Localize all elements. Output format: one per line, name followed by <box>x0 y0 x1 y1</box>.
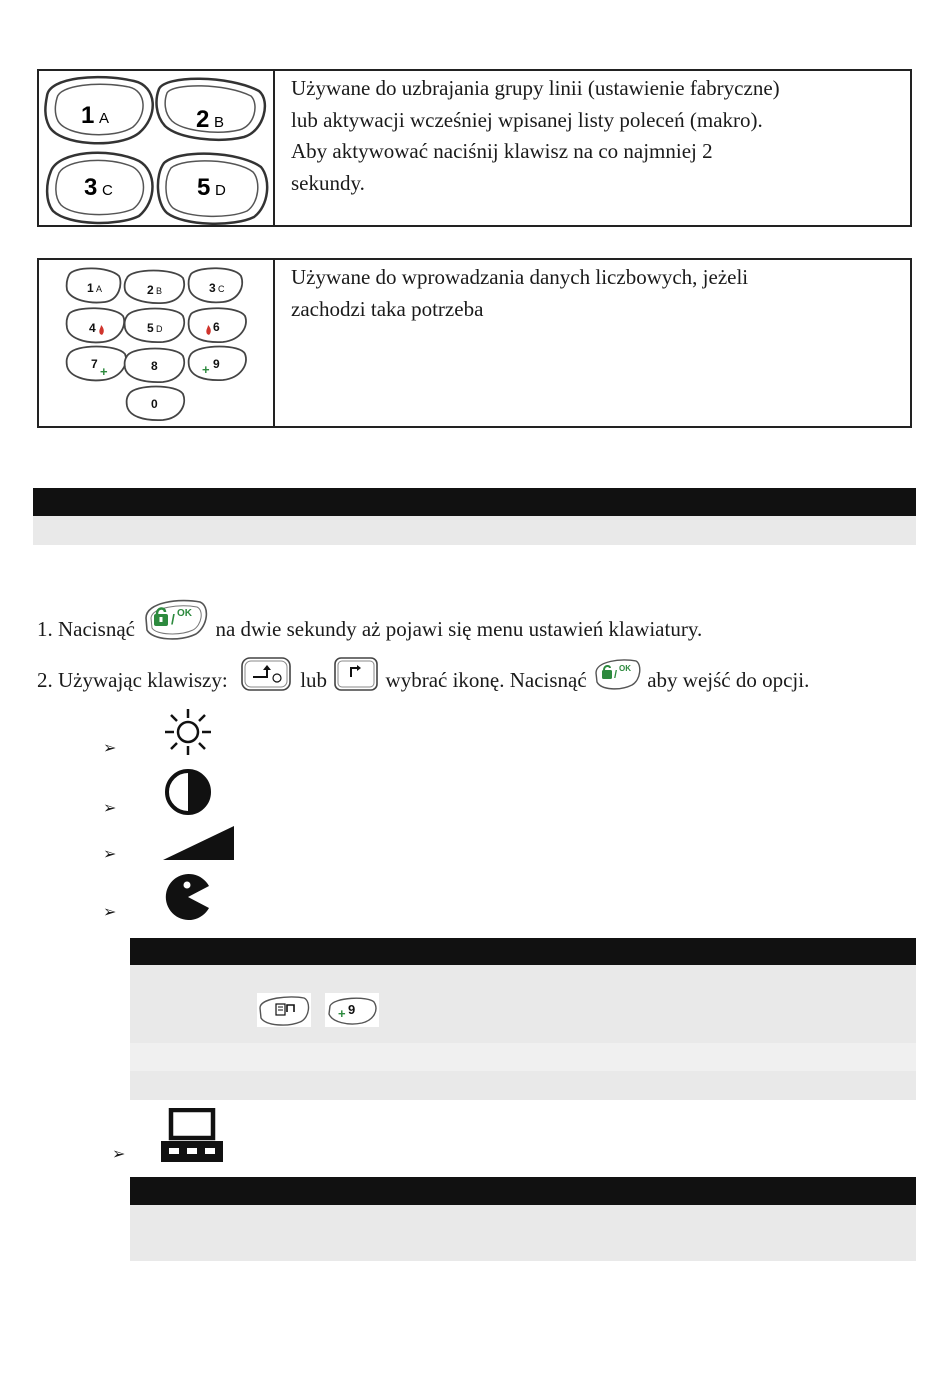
description-line: Używane do uzbrajania grupy linii (ustawienie fabryczne) <box>291 76 780 100</box>
svg-text:2: 2 <box>196 106 210 133</box>
keypad-table-header <box>130 1177 916 1205</box>
svg-text:B: B <box>156 286 163 296</box>
description-line: Używane do wprowadzania danych liczbowych, jeżeli <box>291 265 749 289</box>
step-2-text-d: aby wejść do opcji. <box>647 667 810 692</box>
arming-keys-image <box>39 71 275 225</box>
key-2-label: 2 <box>147 283 154 297</box>
key-5d <box>158 154 267 224</box>
svg-text:9: 9 <box>348 1002 356 1017</box>
svg-text:/: / <box>171 611 176 627</box>
key-2b <box>157 79 265 140</box>
description-line: lub aktywacji wcześniej wpisanej listy poleceń (makro). <box>291 107 763 132</box>
keypad-settings-icon <box>160 1108 226 1164</box>
keypad-table-row <box>130 1205 916 1233</box>
key-3c <box>47 153 152 223</box>
back-key-icon <box>239 655 295 693</box>
bullet-arrow: ➢ <box>112 1144 126 1163</box>
svg-text:OK: OK <box>618 664 631 673</box>
svg-text:1: 1 <box>81 102 95 129</box>
plus-icon: + <box>202 362 210 377</box>
svg-text:OK: OK <box>177 608 193 619</box>
section-subheader-bar <box>33 516 916 545</box>
keypad-0-9-image <box>39 260 271 428</box>
chime-table-header <box>130 938 916 965</box>
description-line: Aby aktywować naciśnij klawisz na co najmniej 2 <box>291 139 713 163</box>
ok-unlock-key-icon <box>592 656 642 692</box>
plus-icon: + <box>100 364 108 379</box>
chime-icon <box>163 872 213 922</box>
bullet-arrow: ➢ <box>103 902 117 921</box>
key-9-icon <box>324 992 380 1028</box>
step-2-text-a: 2. Używając klawiszy: <box>37 667 228 692</box>
svg-text:D: D <box>156 324 163 334</box>
contrast-icon <box>163 767 213 817</box>
brightness-icon <box>163 707 213 757</box>
bullet-arrow: ➢ <box>103 798 117 817</box>
svg-text:/: / <box>613 669 618 681</box>
keys-1-2-3-5-image <box>39 71 271 227</box>
arming-keys-description <box>291 73 780 199</box>
key-4-label: 4 <box>89 321 96 335</box>
key-9-label: 9 <box>213 357 220 371</box>
step-2 <box>37 655 809 700</box>
step-2-text-c: wybrać ikonę. Nacisnąć <box>385 667 587 692</box>
bullet-arrow: ➢ <box>103 844 117 863</box>
step-1 <box>37 596 702 646</box>
volume-icon <box>163 825 235 861</box>
svg-text:A: A <box>99 110 110 127</box>
key-0-label: 0 <box>151 397 158 411</box>
svg-text:D: D <box>215 182 226 199</box>
svg-text:C: C <box>102 182 113 199</box>
numeric-keypad-image <box>39 260 275 426</box>
bullet-arrow: ➢ <box>103 738 117 757</box>
svg-text:5: 5 <box>197 174 211 201</box>
keypad-table-row <box>130 1233 916 1261</box>
ok-unlock-key-icon <box>140 596 210 642</box>
key-5-label: 5 <box>147 321 154 335</box>
key-8-label: 8 <box>151 359 158 373</box>
key-7-label: 7 <box>91 357 98 371</box>
menu-back-key-icon <box>256 992 312 1028</box>
forward-key-icon <box>332 655 380 693</box>
key-1a <box>45 77 152 143</box>
svg-text:B: B <box>214 114 225 131</box>
chime-table-row <box>130 965 916 1043</box>
svg-text:A: A <box>96 284 103 294</box>
section-header-bar <box>33 488 916 516</box>
numeric-keys-table <box>37 258 912 428</box>
description-line: zachodzi taka potrzeba <box>291 296 484 321</box>
arming-keys-table <box>37 69 912 227</box>
chime-table-row <box>130 1071 916 1100</box>
key-3-label: 3 <box>209 281 216 295</box>
step-2-text-b: lub <box>300 667 328 692</box>
chime-table-row <box>130 1043 916 1071</box>
step-1-text-after: na dwie sekundy aż pojawi się menu ustawień klawiatury. <box>215 616 703 641</box>
numeric-keys-description <box>291 262 748 325</box>
svg-text:+: + <box>338 1006 346 1021</box>
key-6-label: 6 <box>213 320 220 334</box>
description-line: sekundy. <box>291 170 365 195</box>
key-1-label: 1 <box>87 281 94 295</box>
svg-text:3: 3 <box>84 174 98 201</box>
step-1-text-before: 1. Nacisnąć <box>37 616 135 641</box>
svg-text:C: C <box>218 284 225 294</box>
